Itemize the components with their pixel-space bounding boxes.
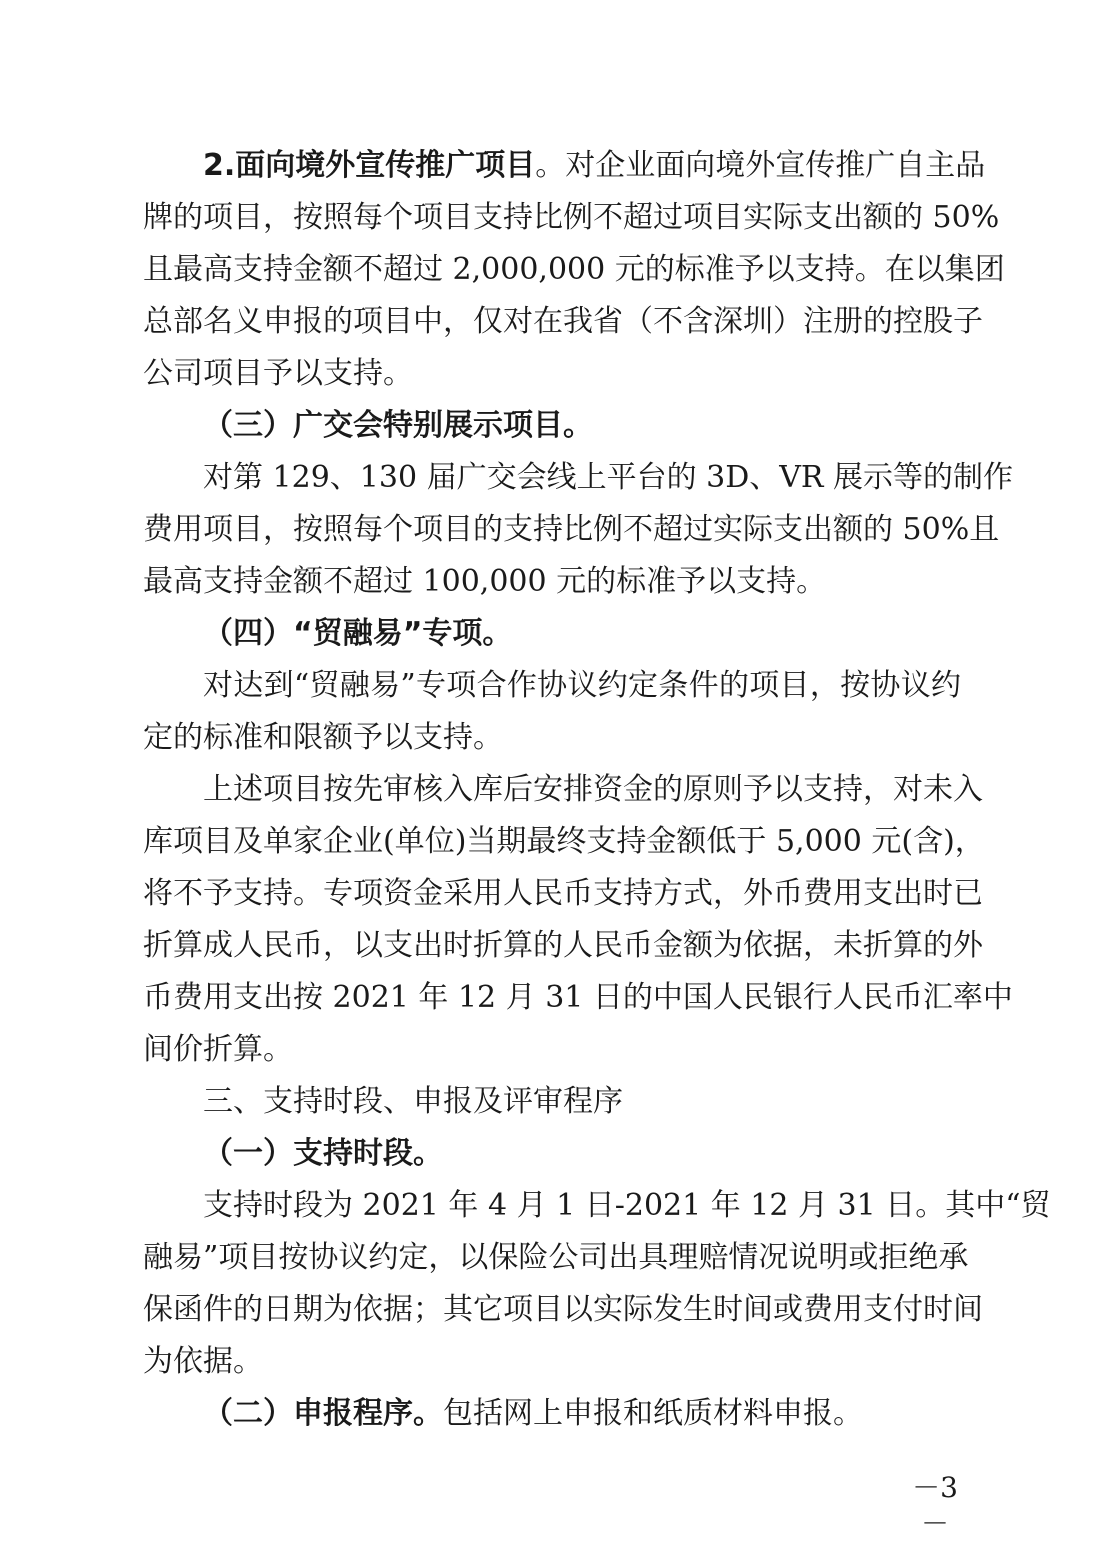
paragraph-text: 包括网上申报和纸质材料申报。 [443, 1396, 863, 1431]
paragraph-line: 币费用支出按 2021 年 12 月 31 日的中国人民银行人民币汇率中 [143, 980, 1013, 1015]
paragraph-line: 折算成人民币，以支出时折算的人民币金额为依据，未折算的外 [143, 928, 983, 963]
paragraph-line: 将不予支持。专项资金采用人民币支持方式，外币费用支出时已 [143, 876, 983, 911]
paragraph-line: 为依据。 [143, 1344, 263, 1379]
paragraph-line: 支持时段为 2021 年 4 月 1 日-2021 年 12 月 31 日。其中“贸 [203, 1188, 1051, 1223]
page-number: －3－ [912, 1471, 958, 1540]
section-heading: （三）广交会特别展示项目。 [203, 408, 593, 443]
paragraph-text: 。对企业面向境外宣传推广自主品 [535, 148, 986, 183]
paragraph-line: 且最高支持金额不超过 2,000,000 元的标准予以支持。在以集团 [143, 252, 1005, 287]
paragraph-line: 牌的项目，按照每个项目支持比例不超过项目实际支出额的 50% [143, 200, 1000, 235]
paragraph-line: 对达到“贸融易”专项合作协议约定条件的项目，按协议约 [203, 668, 961, 703]
paragraph-line: 融易”项目按协议约定，以保险公司出具理赔情况说明或拒绝承 [143, 1240, 969, 1275]
section-heading: （一）支持时段。 [203, 1136, 443, 1171]
paragraph-line: 库项目及单家企业(单位)当期最终支持金额低于 5,000 元(含)， [143, 824, 985, 859]
section-heading: （二）申报程序。 [203, 1396, 443, 1431]
section-heading: 2.面向境外宣传推广项目 [203, 148, 536, 183]
part-heading: 三、支持时段、申报及评审程序 [203, 1084, 623, 1119]
paragraph-line: 公司项目予以支持。 [143, 356, 413, 391]
paragraph-line: 间价折算。 [143, 1032, 293, 1067]
paragraph-line: 总部名义申报的项目中，仅对在我省（不含深圳）注册的控股子 [143, 304, 983, 339]
paragraph-line: 上述项目按先审核入库后安排资金的原则予以支持，对未入 [203, 772, 983, 807]
paragraph-line: 定的标准和限额予以支持。 [143, 720, 503, 755]
paragraph-line: 费用项目，按照每个项目的支持比例不超过实际支出额的 50%且 [143, 512, 1000, 547]
section-heading: （四）“贸融易”专项。 [203, 616, 513, 651]
paragraph-line [203, 1394, 961, 1434]
paragraph-line [203, 146, 986, 186]
paragraph-line: 最高支持金额不超过 100,000 元的标准予以支持。 [143, 564, 827, 599]
paragraph-line: 对第 129、130 届广交会线上平台的 3D、VR 展示等的制作 [203, 460, 1014, 495]
paragraph-line: 保函件的日期为依据；其它项目以实际发生时间或费用支付时间 [143, 1292, 983, 1327]
